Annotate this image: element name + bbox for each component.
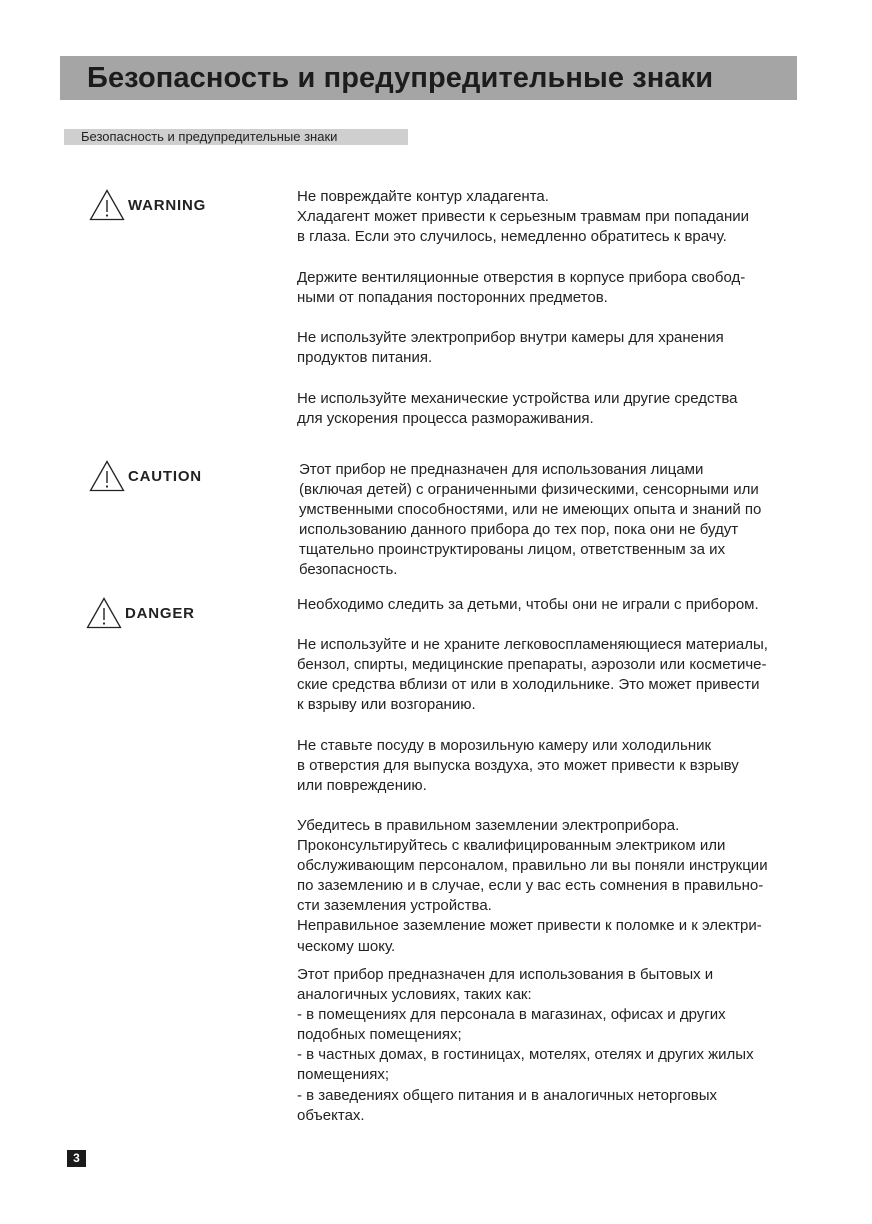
warning-paragraph <box>297 268 827 308</box>
text-line: Этот прибор предназначен для использования в бытовых и <box>297 966 714 983</box>
text-line: подобных помещениях; <box>297 1026 462 1044</box>
warning-label <box>89 189 206 221</box>
text-line: в глаза. Если это случилось, немедленно обратитесь к врачу. <box>297 228 727 246</box>
text-line: использованию данного прибора до тех пор, пока они не будут <box>299 521 739 539</box>
warning-label-text: WARNING <box>128 196 207 214</box>
danger-paragraph <box>297 816 827 957</box>
warning-paragraph <box>297 328 827 368</box>
section-subtitle-bar <box>64 129 408 145</box>
text-line: Не используйте механические устройства или другие средства <box>297 390 738 407</box>
text-line: помещениях; <box>297 1066 390 1084</box>
text-line: (включая детей) с ограниченными физическими, сенсорными или <box>299 481 759 499</box>
text-line: Хладагент может привести к серьезным травмам при попадании <box>297 208 750 226</box>
text-line: Этот прибор не предназначен для использования лицами <box>299 461 704 478</box>
text-line: обслуживающим персоналом, правильно ли вы поняли инструкции <box>297 857 768 875</box>
text-line: для ускорения процесса размораживания. <box>297 410 594 428</box>
text-line: по заземлению и в случае, если у вас есть сомнения в правильно- <box>297 877 764 895</box>
text-line: ными от попадания посторонних предметов. <box>297 289 608 307</box>
text-line: Не ставьте посуду в морозильную камеру или холодильник <box>297 737 712 754</box>
text-line: тщательно проинструктированы лицом, ответственным за их <box>299 541 726 559</box>
warning-triangle-icon <box>89 189 125 221</box>
warning-paragraph <box>297 187 827 247</box>
text-line: ские средства вблизи от или в холодильнике. Это может привести <box>297 676 760 694</box>
text-line: - в помещениях для персонала в магазинах, офисах и других <box>297 1006 726 1024</box>
danger-label <box>86 597 195 629</box>
danger-paragraph <box>297 965 827 1126</box>
text-line: бензол, спирты, медицинские препараты, аэрозоли или косметиче- <box>297 656 767 674</box>
danger-paragraph <box>297 595 827 615</box>
text-line: - в заведениях общего питания и в аналогичных неторговых <box>297 1086 718 1104</box>
danger-paragraph <box>297 635 827 715</box>
danger-triangle-icon <box>86 597 122 629</box>
caution-triangle-icon <box>89 460 125 492</box>
title-bar <box>60 56 797 100</box>
text-line: продуктов питания. <box>297 349 433 367</box>
text-line: Держите вентиляционные отверстия в корпусе прибора свобод- <box>297 269 746 286</box>
text-line: в отверстия для выпуска воздуха, это может привести к взрыву <box>297 757 739 775</box>
text-line: аналогичных условиях, таких как: <box>297 986 532 1004</box>
section-subtitle: Безопасность и предупредительные знаки <box>81 129 338 144</box>
text-line: сти заземления устройства. <box>297 897 492 915</box>
text-line: умственными способностями, или не имеющих опыта и знаний по <box>299 501 762 519</box>
text-line: Не используйте и не храните легковоспламеняющиеся материалы, <box>297 636 768 653</box>
text-line: Не используйте электроприбор внутри камеры для хранения <box>297 329 724 346</box>
text-line: Проконсультируйтесь с квалифицированным электриком или <box>297 837 726 855</box>
caution-label <box>89 460 202 492</box>
text-line: Не повреждайте контур хладагента. <box>297 188 549 205</box>
text-line: к взрыву или возгоранию. <box>297 696 476 714</box>
text-line: безопасность. <box>299 561 398 579</box>
text-line: Убедитесь в правильном заземлении электроприбора. <box>297 817 680 834</box>
caution-label-text: CAUTION <box>128 467 202 485</box>
text-line: - в частных домах, в гостиницах, мотелях, отелях и других жилых <box>297 1046 754 1064</box>
text-line: объектах. <box>297 1106 365 1124</box>
page-number: 3 <box>67 1150 86 1167</box>
text-line: ческому шоку. <box>297 937 396 955</box>
page-title: Безопасность и предупредительные знаки <box>87 62 714 94</box>
danger-label-text: DANGER <box>125 604 195 622</box>
text-line: или повреждению. <box>297 777 427 795</box>
caution-paragraph <box>299 460 829 581</box>
warning-paragraph <box>297 389 827 429</box>
text-line: Необходимо следить за детьми, чтобы они не играли с прибором. <box>297 596 759 613</box>
text-line: Неправильное заземление может привести к поломке и к электри- <box>297 917 762 935</box>
danger-paragraph <box>297 736 827 796</box>
